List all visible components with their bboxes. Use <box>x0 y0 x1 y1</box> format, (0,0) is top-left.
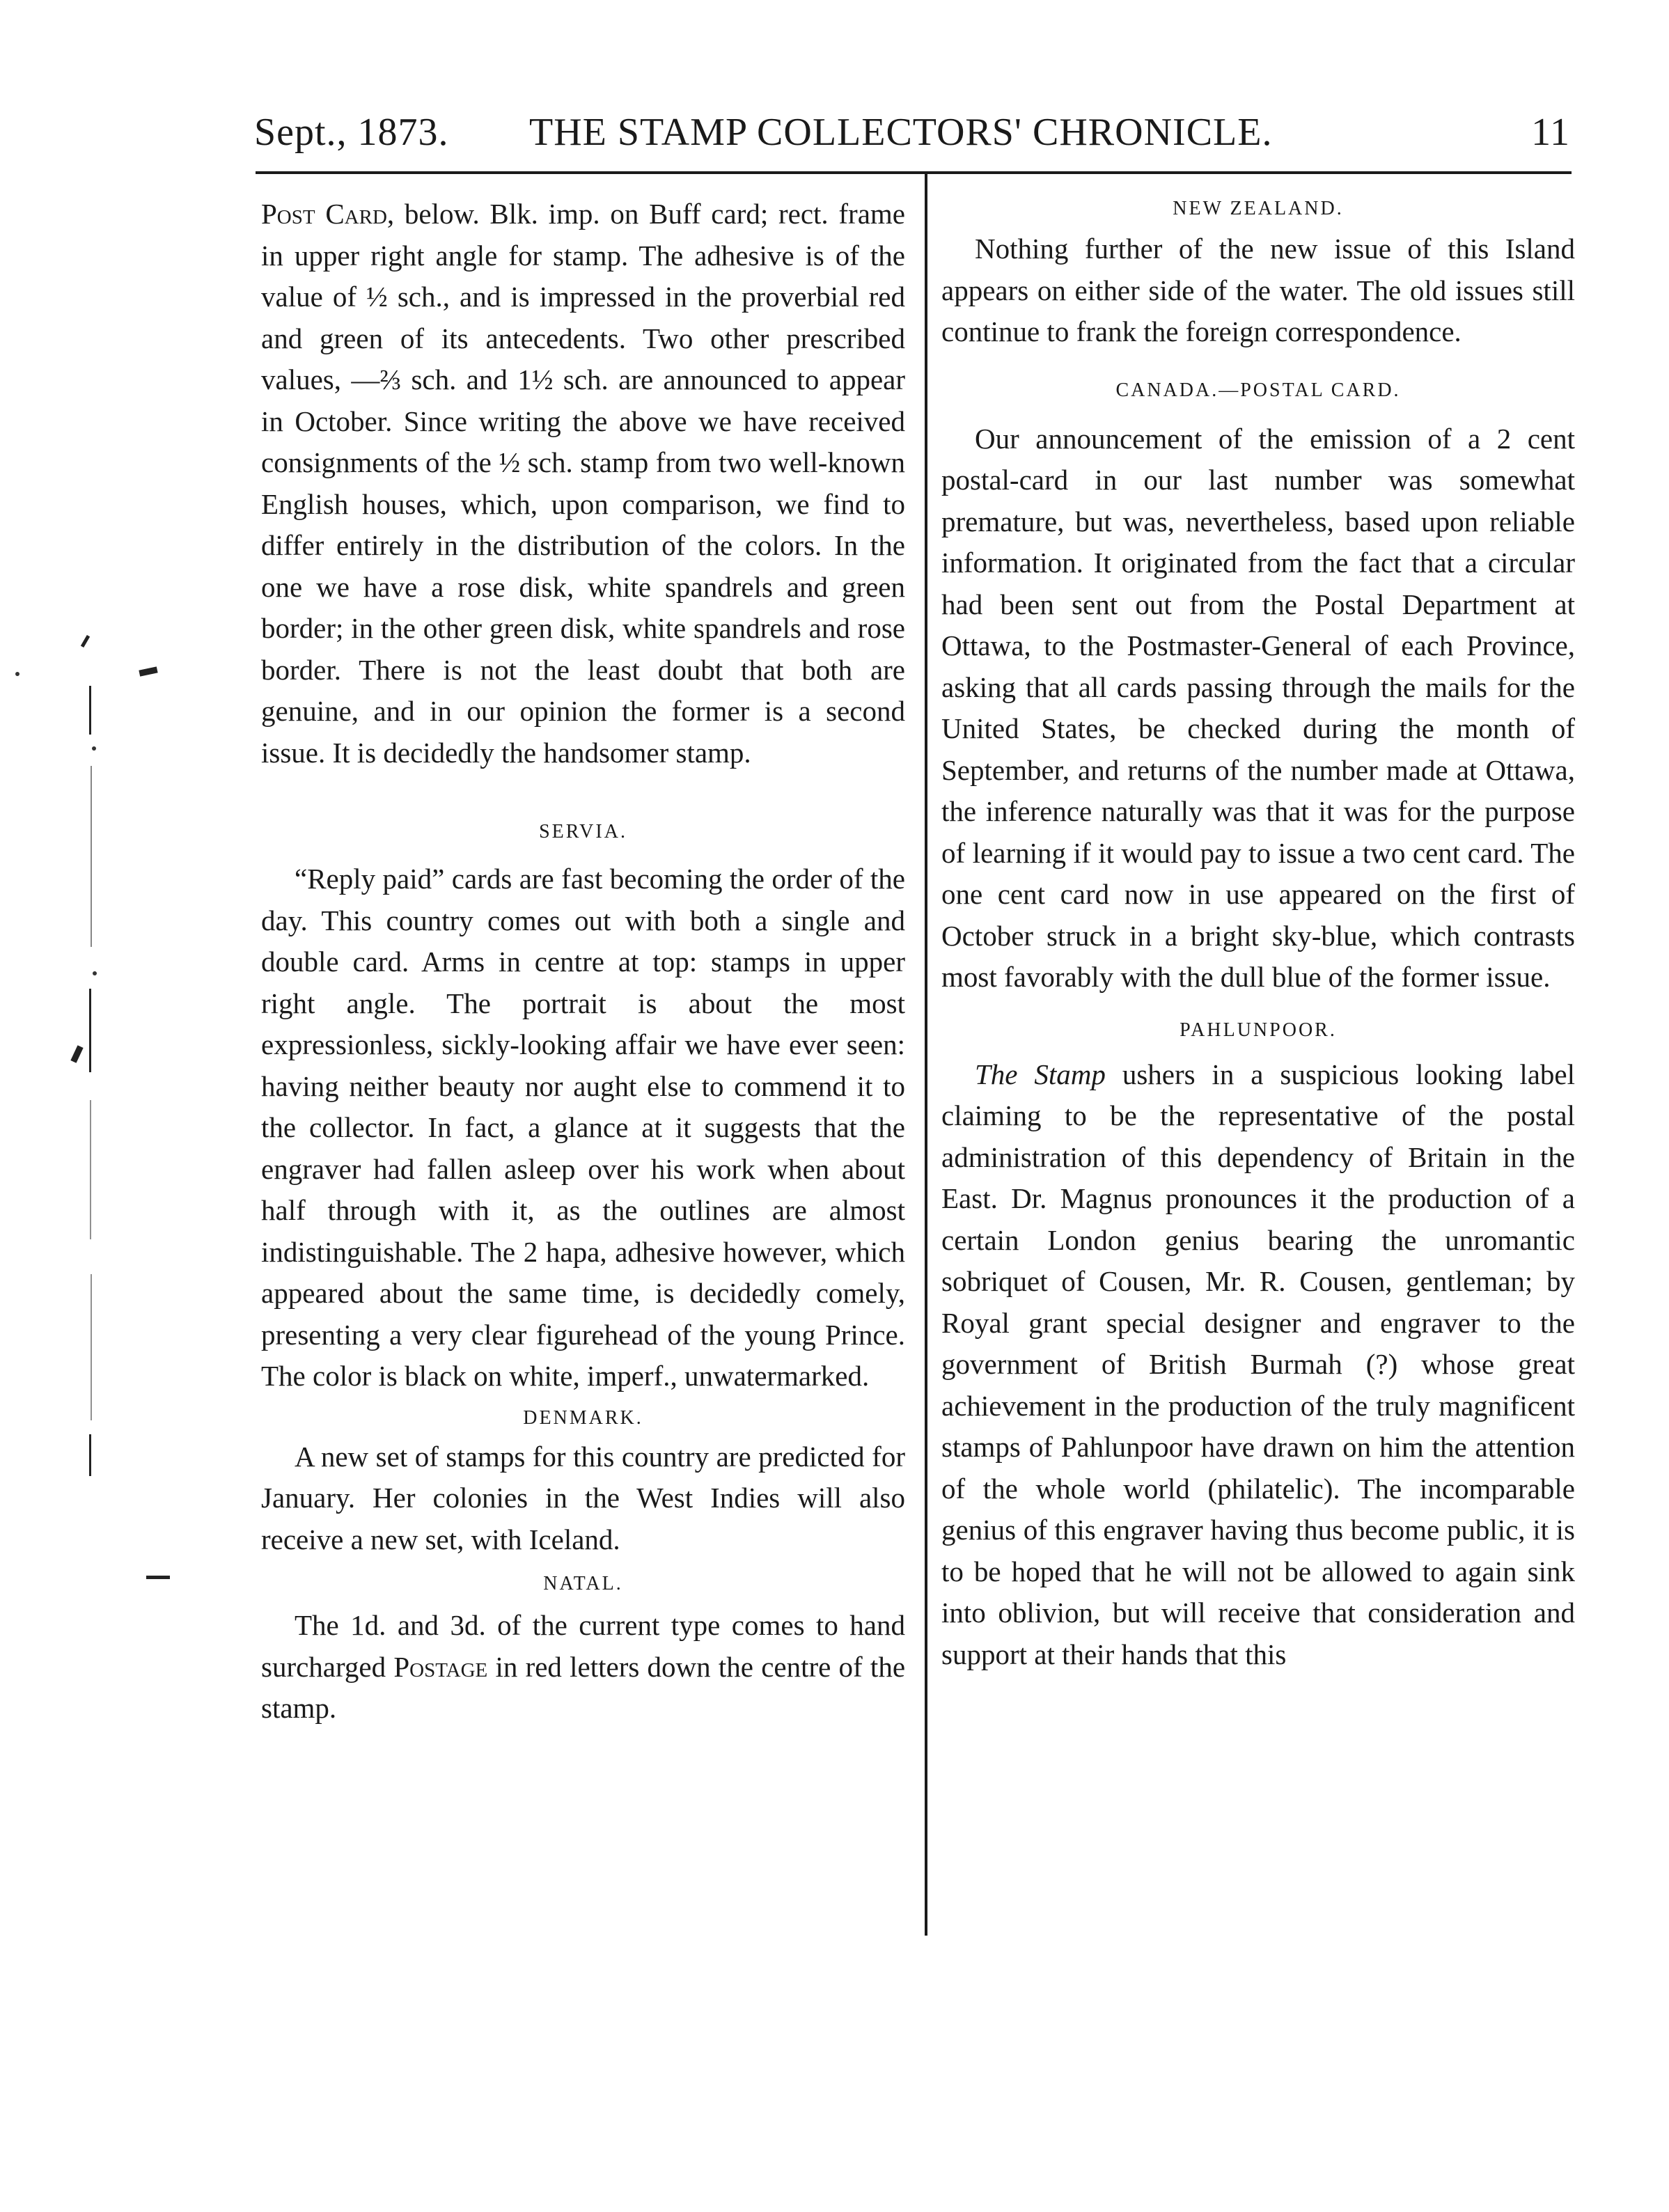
section-heading-natal: NATAL. <box>543 1573 623 1594</box>
natal-paragraph <box>261 1605 905 1729</box>
canada-paragraph: Our announcement of the emission of a 2 cent postal-card in our last number was somewhat premature, but was, nevertheless, based upon reliable information. It originated from the fact that a circular had been sent out from the Postal Department at Ottawa, to the Postmaster-General of each Province, asking that all cards passing through the mails for the United States, be checked during the month of September, and returns of the number made at Ottawa, the inference naturally was that it was for the purpose of learning if it would pay to issue a two cent card. The one cent card now in use appeared on the first of October struck in a bright sky-blue, which contrasts most favorably with the dull blue of the former issue. <box>941 422 1575 993</box>
running-header <box>254 104 1570 160</box>
intro-paragraph <box>261 194 905 774</box>
pahlunpoor-lead: The Stamp <box>975 1058 1106 1090</box>
section-heading-canada: CANADA.—POSTAL CARD. <box>1115 379 1401 401</box>
publication-title: THE STAMP COLLECTORS' CHRONICLE. <box>529 111 1273 154</box>
intro-text: below. Blk. imp. on Buff card; rect. frame in upper right angle for stamp. The adhesive is of the value of ½ sch., and is impressed in the proverbial red and green of its antecedents. Two other prescribed values, —⅔ sch. and 1½ sch. are announced to appear in October. Since writing the above we have received consignments of the ½ sch. stamp from two well-known English houses, which, upon comparison, we find to differ entirely in the distribution of the colors. In the one we have a rose disk, white spandrels and green border; in the other green disk, white spandrels and rose border. There is not the least doubt that both are genuine, and in our opinion the former is a second issue. It is decidedly the handsomer stamp. <box>261 198 905 769</box>
new-zealand-paragraph: Nothing further of the new issue of this Island appears on either side of the water. The old issues still continue to frank the foreign correspondence. <box>941 233 1575 347</box>
left-column <box>261 194 905 1729</box>
pahlunpoor-text: ushers in a suspicious looking label claiming to be the representative of the postal administration of this dependency of Britain in the East. Dr. Magnus pronounces it the production of a certain London genius bearing the unromantic sobriquet of Cousen, Mr. R. Cousen, gentleman; by Royal grant special designer and engraver to the government of British Burmah (?) whose great achievement in the production of the truly magnificent stamps of Pahlunpoor have drawn on him the attention of the whole world (philatelic). The incomparable genius of this engraver having thus become public, it is to be hoped that he will not be allowed to again sink into oblivion, but will receive that consideration and support at their hands that this <box>941 1058 1575 1670</box>
right-column <box>941 194 1575 1675</box>
intro-lead: Post Card, <box>261 198 395 230</box>
section-heading-pahlunpoor: PAHLUNPOOR. <box>1180 1019 1337 1041</box>
section-heading-denmark: DENMARK. <box>523 1406 643 1429</box>
header-rule <box>256 171 1572 174</box>
natal-surcharge: Postage <box>393 1650 488 1683</box>
section-heading-new-zealand: NEW ZEALAND. <box>1173 198 1344 219</box>
pahlunpoor-paragraph <box>941 1054 1575 1676</box>
column-rule <box>925 174 927 1936</box>
issue-date: Sept., 1873. <box>254 111 449 154</box>
servia-paragraph: “Reply paid” cards are fast becoming the order of the day. This country comes out with both a single and double card. Arms in centre at top: stamps in upper right angle. The portrait is about the most expressionless, sickly-looking affair we have ever seen: having neither beauty nor aught else to commend it to the collector. In fact, a glance at it suggests that the engraver had fallen asleep over his work when about half through with it, as the outlines are almost indistinguishable. The 2 hapa, adhesive however, which appeared about the same time, is decidedly comely, presenting a very clear figurehead of the young Prince. The color is black on white, imperf., unwatermarked. <box>261 863 905 1392</box>
section-heading-servia: SERVIA. <box>539 821 627 842</box>
natal-text-before: The 1d. and 3d. of the current type comes to hand surcharged <box>261 1609 905 1683</box>
denmark-paragraph: A new set of stamps for this country are predicted for January. Her colonies in the West Indies will also receive a new set, with Iceland. <box>261 1440 905 1555</box>
natal-text-after: in red letters down the centre of the stamp. <box>261 1650 906 1724</box>
page-number: 11 <box>1531 111 1570 154</box>
